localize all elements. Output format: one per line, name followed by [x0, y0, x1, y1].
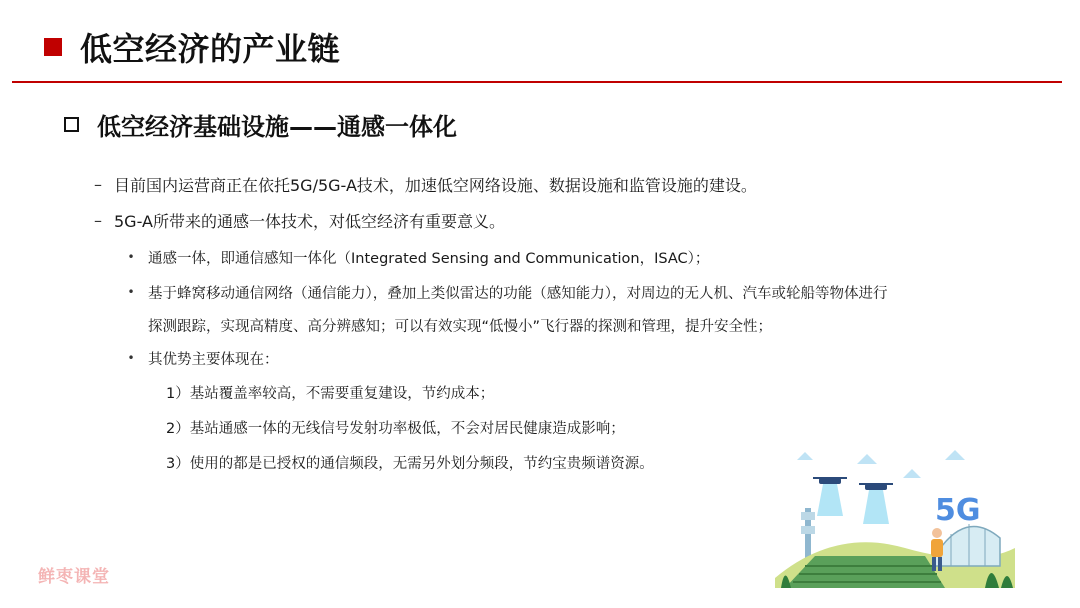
list-item	[124, 346, 279, 370]
list-item	[124, 280, 888, 304]
numbered-item	[166, 380, 494, 404]
numbered-item	[166, 450, 654, 474]
list-item-text: 目前国内运营商正在依托5G/5G-A技术，加速低空网络设施、数据设施和监管设施的建设。	[114, 175, 757, 195]
bullet-marker: •	[127, 250, 135, 264]
list-item	[124, 245, 709, 269]
cloud-icon	[797, 450, 965, 478]
list-item-continuation	[148, 313, 772, 337]
title-divider	[12, 81, 1062, 83]
numbered-item-text: 1）基站覆盖率较高，不需要重复建设，节约成本；	[166, 385, 495, 402]
numbered-item-text: 3）使用的都是已授权的通信频段，无需另外划分频段，节约宝贵频谱资源。	[166, 455, 654, 472]
list-item-text: 探测跟踪，实现高精度、高分辨感知；可以有效实现“低慢小”飞行器的探测和管理，提升安全性；	[148, 318, 773, 335]
smart-farm-illustration	[775, 438, 1015, 588]
dash-marker: –	[94, 210, 102, 230]
5g-badge: 5G	[935, 493, 981, 528]
numbered-item	[166, 415, 625, 439]
list-item-text: 通感一体，即通信感知一体化（Integrated Sensing and Communication，ISAC）；	[148, 250, 710, 267]
subtitle-row	[64, 104, 457, 144]
bullet-marker: •	[127, 351, 135, 365]
tower-icon	[801, 508, 815, 558]
greenhouse-icon	[935, 524, 1000, 566]
list-item-text: 5G-A所带来的通感一体技术，对低空经济有重要意义。	[114, 211, 505, 231]
title-row	[44, 22, 340, 72]
list-item	[86, 207, 505, 233]
section-subtitle: 低空经济基础设施——通感一体化	[97, 112, 457, 141]
bullet-marker: •	[127, 285, 135, 299]
title-square-icon	[44, 38, 62, 56]
list-item	[86, 171, 757, 197]
hollow-square-icon	[64, 117, 79, 132]
numbered-item-text: 2）基站通感一体的无线信号发射功率极低，不会对居民健康造成影响；	[166, 420, 625, 437]
watermark-logo: 鲜枣课堂	[38, 567, 110, 587]
drone-icon	[813, 478, 893, 524]
list-item-text: 基于蜂窝移动通信网络（通信能力），叠加上类似雷达的功能（感知能力），对周边的无人机、汽车或轮船等物体进行	[148, 285, 888, 302]
dash-marker: –	[94, 174, 102, 194]
slide-title: 低空经济的产业链	[80, 30, 341, 68]
list-item-text: 其优势主要体现在：	[148, 351, 279, 368]
